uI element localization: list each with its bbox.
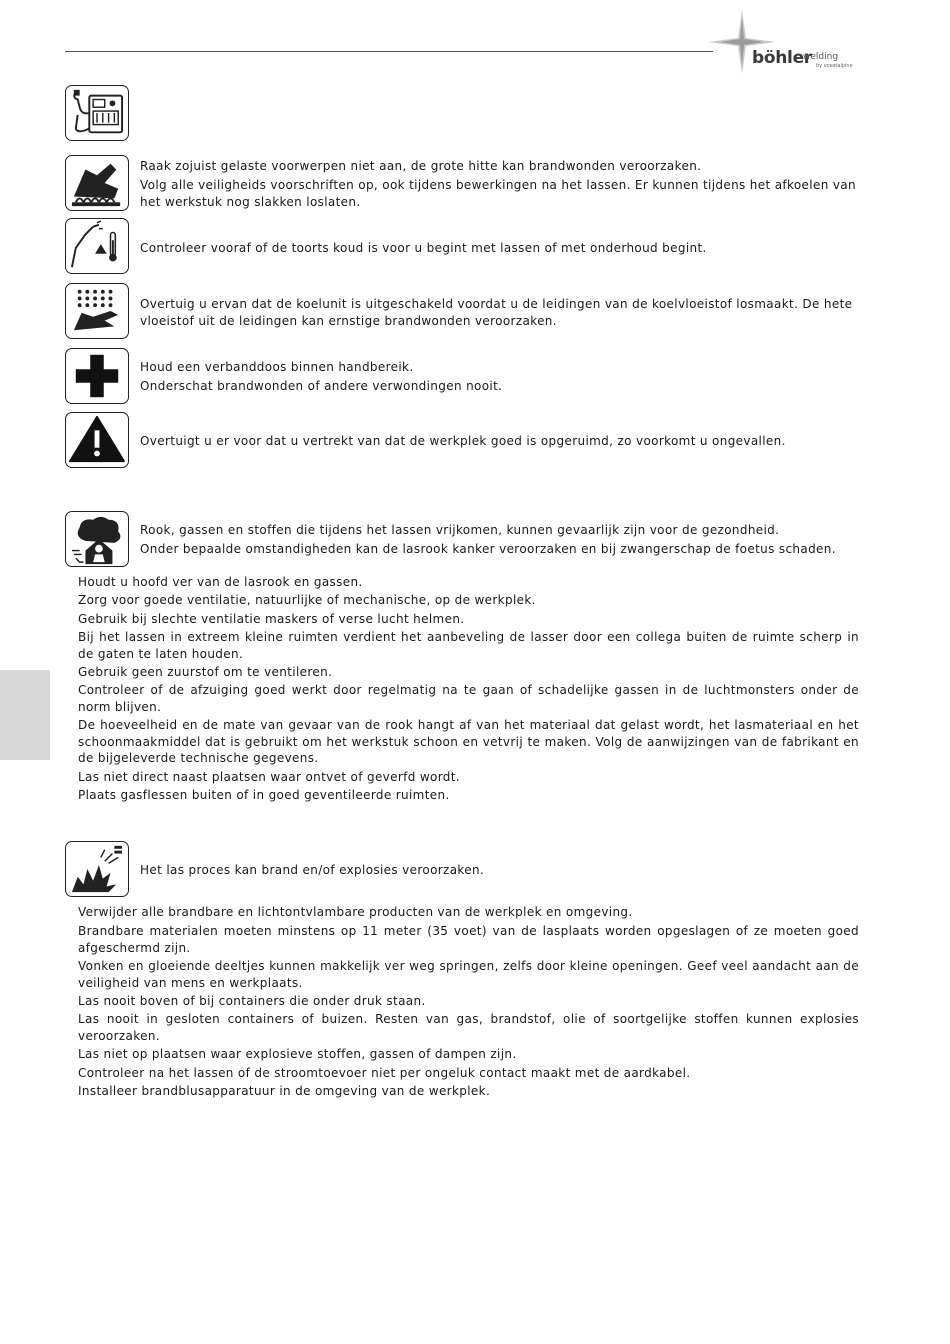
brand-tagline: by voestalpine: [816, 63, 853, 69]
fumes-bullet: Las niet direct naast plaatsen waar ontvet of geverfd wordt.: [78, 770, 460, 784]
fire-bullet: Las nooit boven of bij containers die onder druk staan.: [78, 994, 426, 1008]
brand-name: böhler: [752, 48, 812, 68]
welding-fumes-icon: [65, 511, 129, 567]
fire-bullet: Brandbare materialen moeten minstens op 11 meter (35 voet) van de lasplaats worden opgeslagen of ze moeten goed afgeschermd zijn.: [78, 924, 859, 955]
fumes-bullet: Houdt u hoofd ver van de lasrook en gassen.: [78, 575, 363, 589]
fire-bullet: Las nooit in gesloten containers of buizen. Resten van gas, brandstof, olie of soortgelijke stoffen kunnen explosies veroorzaken.: [78, 1012, 859, 1043]
torch-line-1: Controleer vooraf of de toorts koud is voor u begint met lassen of met onderhoud begint.: [140, 241, 707, 255]
hot-coolant-icon: [65, 283, 129, 339]
fire-bullet: Installeer brandblusapparatuur in de omgeving van de werkplek.: [78, 1084, 491, 1098]
hot-torch-thermometer-icon: [65, 218, 129, 274]
hot-surface-hand-icon: [65, 155, 129, 211]
fire-explosion-icon: [65, 841, 129, 897]
warning-triangle-icon: [65, 412, 129, 468]
fumes-bullet: Gebruik bij slechte ventilatie maskers of verse lucht helmen.: [78, 612, 465, 626]
fumes-bullet: Zorg voor goede ventilatie, natuurlijke of mechanische, op de werkplek.: [78, 593, 536, 607]
hot-line-1: Raak zojuist gelaste voorwerpen niet aan, de grote hitte kan brandwonden veroorzaken.: [140, 159, 702, 173]
fire-bullet: Controleer na het lassen of de stroomtoevoer niet per ongeluk contact maakt met de aardkabel.: [78, 1066, 691, 1080]
header-rule: [65, 51, 713, 52]
brand-suffix: welding: [803, 52, 839, 62]
welding-machine-icon: [65, 85, 129, 141]
fire-line-1: Het las proces kan brand en/of explosies veroorzaken.: [140, 863, 485, 877]
bohler-star-logo-icon: [706, 8, 866, 80]
first-aid-cross-icon: [65, 348, 129, 404]
fumes-bullet: Bij het lassen in extreem kleine ruimten verdient het aanbeveling de lasser door een collega buiten de ruimte scherp in de gaten te laten houden.: [78, 630, 859, 661]
fumes-line-1: Rook, gassen en stoffen die tijdens het lassen vrijkomen, kunnen gevaarlijk zijn voor de gezondheid.: [140, 523, 780, 537]
fire-bullet: Verwijder alle brandbare en lichtontvlambare producten van de werkplek en omgeving.: [78, 905, 633, 919]
coolant-line-1: Overtuig u ervan dat de koelunit is uitgeschakeld voordat u de leidingen van de koelvloeistof losmaakt. De hete vloeistof uit de leidingen kan ernstige brandwonden veroorzaken.: [140, 297, 853, 328]
hot-line-2: Volg alle veiligheids voorschriften op, ook tijdens bewerkingen na het lassen. Er kunnen tijdens het afkoelen van het werkstuk nog slakken loslaten.: [140, 178, 856, 209]
firstaid-line-2: Onderschat brandwonden of andere verwondingen nooit.: [140, 379, 503, 393]
side-section-tab: [0, 670, 50, 760]
fire-bullet: Vonken en gloeiende deeltjes kunnen makkelijk ver weg springen, zelfs door kleine openingen. Geef veel aandacht aan de veiligheid van mens en werkplaats.: [78, 959, 859, 990]
fumes-bullet: Gebruik geen zuurstof om te ventileren.: [78, 665, 333, 679]
fumes-bullet: Controleer of de afzuiging goed werkt door regelmatig na te gaan of schadelijke gassen in de luchtmonsters onder de norm blijven.: [78, 683, 859, 714]
warning-line-1: Overtuigt u er voor dat u vertrekt van dat de werkplek goed is opgeruimd, zo voorkomt u ongevallen.: [140, 434, 786, 448]
fumes-bullet: De hoeveelheid en de mate van gevaar van de rook hangt af van het materiaal dat gelast wordt, het lasmateriaal en het schoonmaakmiddel dat is gebruikt om het werkstuk schoon en vetvrij te maken. Volg de aanwijzingen van de fabrikant en de bijgeleverde technische gegevens.: [78, 718, 859, 766]
fire-bullet: Las niet op plaatsen waar explosieve stoffen, gassen of dampen zijn.: [78, 1047, 517, 1061]
fumes-bullet: Plaats gasflessen buiten of in goed geventileerde ruimten.: [78, 788, 450, 802]
fumes-line-2: Onder bepaalde omstandigheden kan de lasrook kanker veroorzaken en bij zwangerschap de foetus schaden.: [140, 542, 836, 556]
firstaid-line-1: Houd een verbanddoos binnen handbereik.: [140, 360, 414, 374]
